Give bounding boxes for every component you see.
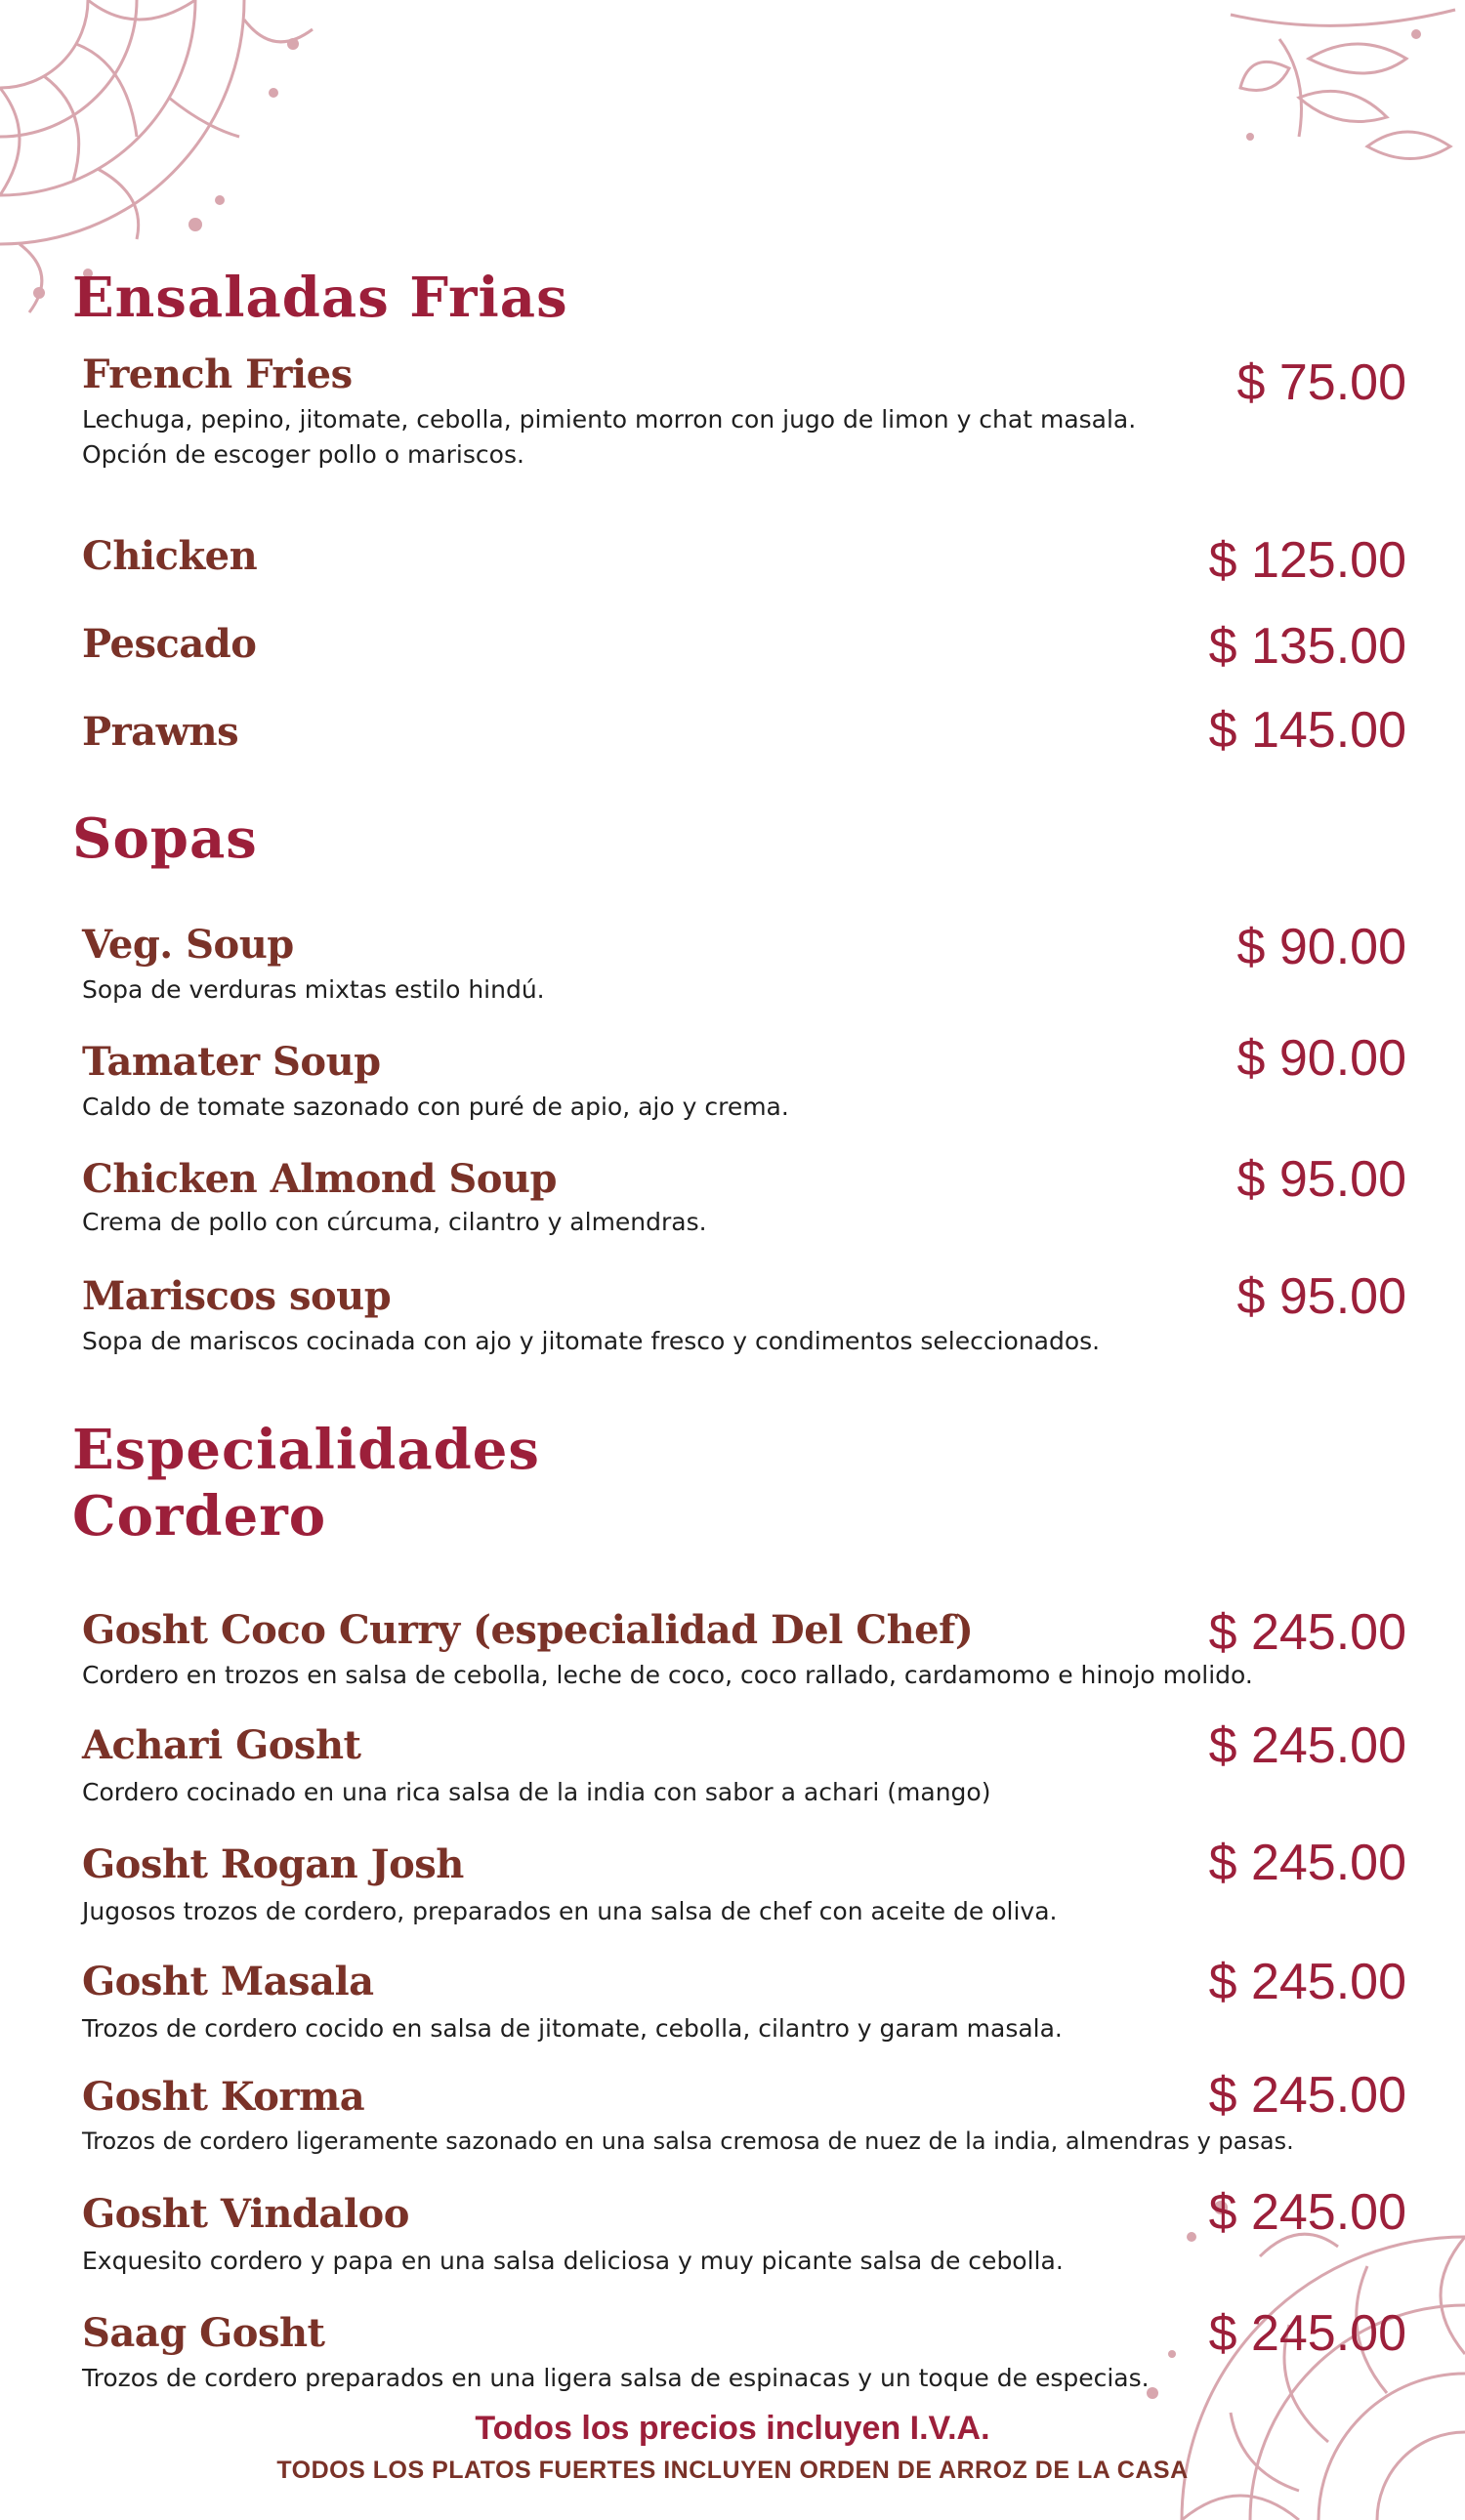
item-name-gosht-coco-curry: Gosht Coco Curry (especialidad Del Chef): [82, 1607, 974, 1653]
item-desc-french-fries: Lechuga, pepino, jitomate, cebolla, pimiento morron con jugo de limon y chat masala. Opción de escoger pollo o mariscos.: [82, 405, 1137, 470]
item-desc-achari-gosht: Cordero cocinado en una rica salsa de la india con sabor a achari (mango): [82, 1778, 991, 1806]
item-desc-mariscos-soup: Sopa de mariscos cocinada con ajo y jitomate fresco y condimentos seleccionados.: [82, 1327, 1101, 1355]
section-title-cordero: Cordero: [72, 1484, 327, 1549]
item-name-mariscos-soup: Mariscos soup: [82, 1273, 392, 1319]
item-name-gosht-vindaloo: Gosht Vindaloo: [82, 2191, 409, 2237]
item-name-pescado: Pescado: [82, 621, 257, 667]
item-price-gosht-korma: $ 245.00: [1208, 2067, 1406, 2124]
item-price-mariscos-soup: $ 95.00: [1236, 1268, 1406, 1325]
footer-rice-note: TODOS LOS PLATOS FUERTES INCLUYEN ORDEN DE ARROZ DE LA CASA: [276, 2457, 1189, 2484]
item-name-gosht-masala: Gosht Masala: [82, 1959, 374, 2004]
item-name-chicken-almond-soup: Chicken Almond Soup: [82, 1156, 557, 1202]
item-name-saag-gosht: Saag Gosht: [82, 2310, 325, 2356]
item-desc-gosht-masala: Trozos de cordero cocido en salsa de jitomate, cebolla, cilantro y garam masala.: [82, 2014, 1063, 2043]
item-desc-gosht-vindaloo: Exquesito cordero y papa en una salsa deliciosa y muy picante salsa de cebolla.: [82, 2247, 1064, 2275]
item-price-prawns: $ 145.00: [1208, 702, 1406, 759]
item-price-gosht-vindaloo: $ 245.00: [1208, 2184, 1406, 2241]
item-desc-tamater-soup: Caldo de tomate sazonado con puré de apio, ajo y crema.: [82, 1093, 789, 1121]
item-name-gosht-korma: Gosht Korma: [82, 2074, 365, 2120]
item-price-gosht-coco-curry: $ 245.00: [1208, 1604, 1406, 1661]
item-price-chicken-almond-soup: $ 95.00: [1236, 1151, 1406, 1208]
item-price-veg-soup: $ 90.00: [1236, 919, 1406, 975]
item-desc-veg-soup: Sopa de verduras mixtas estilo hindú.: [82, 975, 545, 1004]
section-title-ensaladas: Ensaladas Frias: [72, 266, 568, 330]
item-name-tamater-soup: Tamater Soup: [82, 1039, 381, 1085]
item-price-saag-gosht: $ 245.00: [1208, 2305, 1406, 2362]
item-desc-chicken-almond-soup: Crema de pollo con cúrcuma, cilantro y almendras.: [82, 1208, 707, 1236]
item-name-achari-gosht: Achari Gosht: [82, 1722, 361, 1768]
item-name-veg-soup: Veg. Soup: [82, 922, 294, 968]
item-desc-gosht-rogan-josh: Jugosos trozos de cordero, preparados en una salsa de chef con aceite de oliva.: [82, 1897, 1058, 1925]
item-price-chicken: $ 125.00: [1208, 532, 1406, 589]
item-desc-gosht-coco-curry: Cordero en trozos en salsa de cebolla, leche de coco, coco rallado, cardamomo e hinojo molido.: [82, 1661, 1253, 1689]
item-name-gosht-rogan-josh: Gosht Rogan Josh: [82, 1841, 464, 1887]
item-price-achari-gosht: $ 245.00: [1208, 1717, 1406, 1774]
section-title-sopas: Sopas: [72, 806, 258, 871]
item-desc-saag-gosht: Trozos de cordero preparados en una ligera salsa de espinacas y un toque de especias.: [82, 2364, 1150, 2392]
item-name-french-fries: French Fries: [82, 351, 353, 397]
leaf-ornament-top-right: [1221, 0, 1465, 176]
footer-tax-note: Todos los precios incluyen I.V.A.: [475, 2410, 990, 2447]
item-name-chicken: Chicken: [82, 533, 258, 579]
item-price-gosht-masala: $ 245.00: [1208, 1954, 1406, 2010]
item-desc-gosht-korma: Trozos de cordero ligeramente sazonado en una salsa cremosa de nuez de la india, almendras y pasas.: [82, 2128, 1294, 2155]
item-price-pescado: $ 135.00: [1208, 618, 1406, 675]
section-title-especialidades: Especialidades: [72, 1418, 540, 1482]
item-price-tamater-soup: $ 90.00: [1236, 1030, 1406, 1087]
item-price-french-fries: $ 75.00: [1236, 354, 1406, 411]
item-name-prawns: Prawns: [82, 709, 239, 755]
item-price-gosht-rogan-josh: $ 245.00: [1208, 1835, 1406, 1891]
